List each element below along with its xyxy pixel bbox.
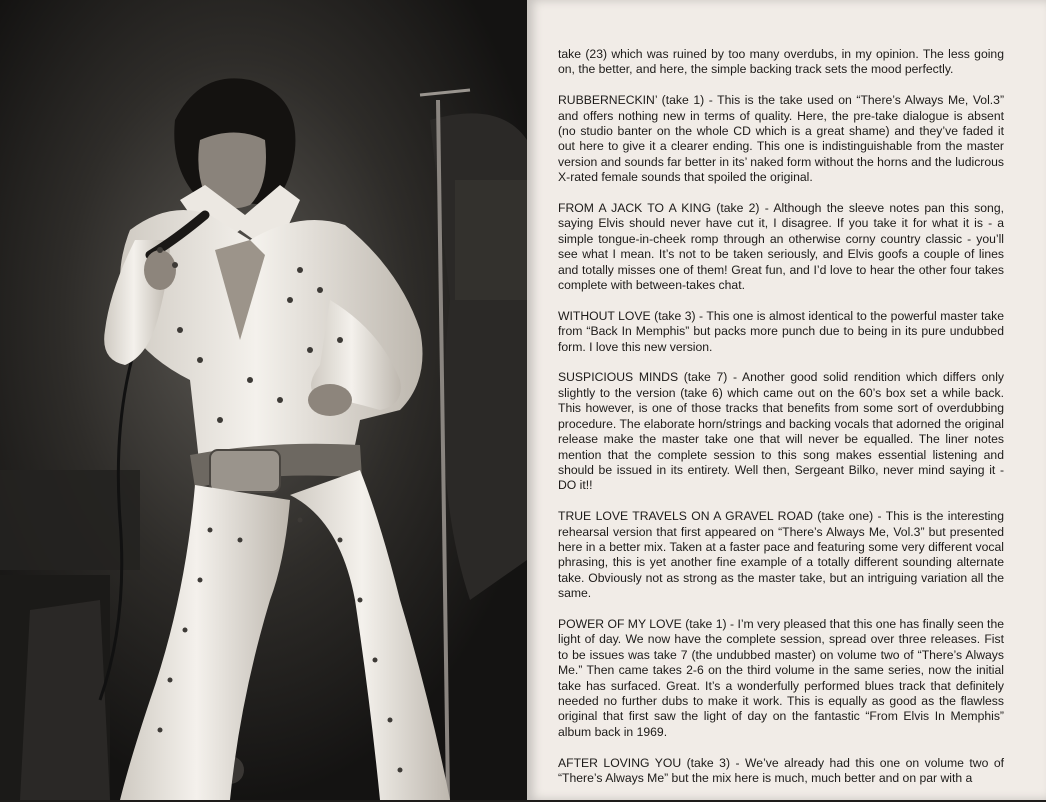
paragraph-rubberneckin: RUBBERNECKIN’ (take 1) - This is the take used on “There’s Always Me, Vol.3” and offers nothing new in terms of quality. Here, the pre-take dialogue is absent (no studio banter on the whole CD which is a great shame) and they’ve faded it out here to give it a clearer ending. This one is indistinguishable from the master version and sounds far better in its’ naked form without the horns and the ludicrous X-rated female sounds that spoiled the original. xyxy=(558,93,1004,185)
paragraph-suspicious-minds: SUSPICIOUS MINDS (take 7) - Another good solid rendition which differs only slightly to the version (take 6) which came out on the 60’s box set a while back. This however, is one of those tracks that benefits from some sort of overdubbing procedure. The elaborate horn/strings and backing vocals that adorned the original release make the master take one that will never be equalled. The liner notes mention that the complete session to this song makes essential listening and should be issued in its entirety. Well then, Sergeant Bilko, never mind saying it - DO it!! xyxy=(558,370,1004,493)
paragraph-power-of-my-love: POWER OF MY LOVE (take 1) - I’m very pleased that this one has finally seen the light of day. We now have the complete session, spread over three releases. Fist to be issues was take 7 (the undubbed master) on volume two of “There’s Always Me.” Then came takes 2-6 on the third volume in the same series, now the initial take has surfaced. Great. It’s a wonderfully performed blues track that definitely needed no further dubs to make it work. This is equally as good as the flawless original that first saw the light of day on the fantastic “From Elvis In Memphis” album back in 1969. xyxy=(558,616,1004,739)
paragraph-jack-to-a-king: FROM A JACK TO A KING (take 2) - Although the sleeve notes pan this song, saying Elvis should never have cut it, I disagree. If you take it for what it is - a simple tongue-in-cheek romp through an otherwise corny country classic - you’ll see what I mean. It’s not to be taken seriously, and Elvis goofs a couple of lines and totally misses one of them! Great fun, and I’d love to hear the other four takes complete with between-takes chat. xyxy=(558,201,1004,293)
article-text xyxy=(558,47,1004,802)
paragraph-after-loving-you: AFTER LOVING YOU (take 3) - We’ve already had this one on volume two of “There’s Always Me” but the mix here is much, much better and on par with a xyxy=(558,755,1004,785)
article-page xyxy=(527,0,1046,800)
paragraph-true-love-travels: TRUE LOVE TRAVELS ON A GRAVEL ROAD (take one) - This is the interesting rehearsal version that first appeared on “There’s Always Me, Vol.3” but presented here in a better mix. Taken at a faster pace and featuring some very different vocal phrasing, this is yet another fine example of a totally different sounding alternate take. Obviously not as strong as the master take, but an intriguing variation all the same. xyxy=(558,509,1004,601)
paragraph-continuation: take (23) which was ruined by too many overdubs, in my opinion. The less going on, the better, and here, the simple backing track sets the mood perfectly. xyxy=(558,47,1004,77)
paragraph-without-love: WITHOUT LOVE (take 3) - This one is almost identical to the powerful master take from “Back In Memphis” but packs more punch due to being in its pure undubbed form. I love this new version. xyxy=(558,308,1004,354)
